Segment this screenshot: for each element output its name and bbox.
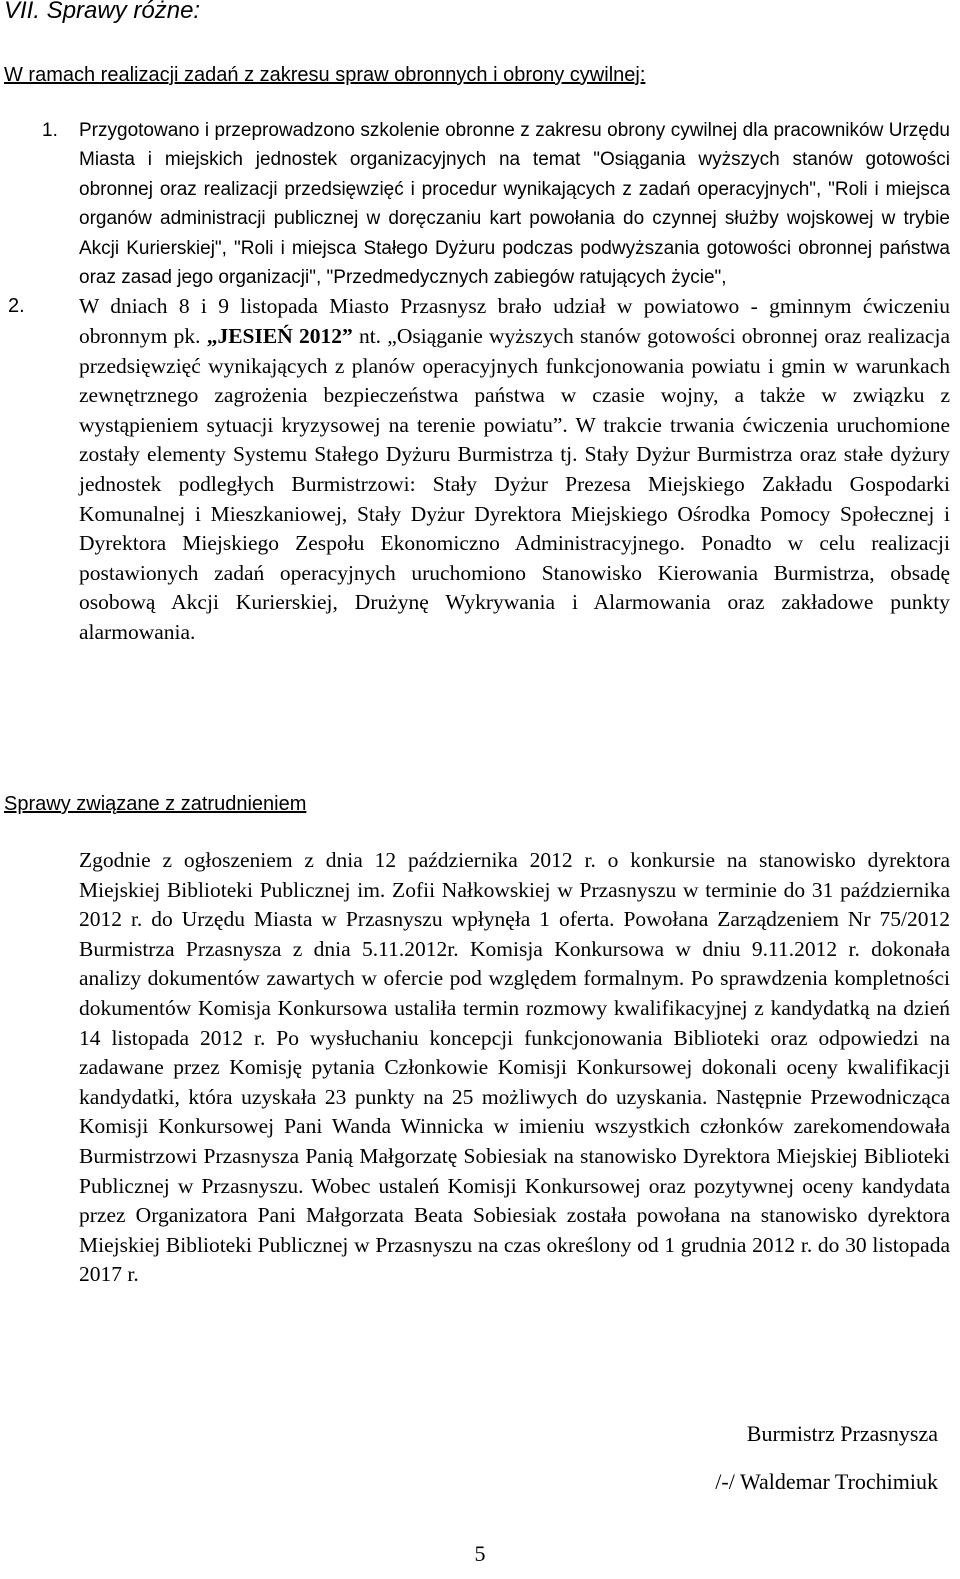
employment-paragraph: Zgodnie z ogłoszeniem z dnia 12 października 2012 r. o konkursie na stanowisko dyrektora Miejskiej Biblioteki Publicznej im. Zofii Nałkowskiej w Przasnyszu w terminie do 31 października 2012 r. do Urzędu Miasta w Przasnyszu wpłynęła 1 oferta. Powołana Zarządzeniem Nr 75/2012 Burmistrza Przasnysza z dnia 5.11.2012r. Komisja Konkursowa w dniu 9.11.2012 r. dokonała analizy dokumentów zawartych w ofercie pod względem formalnym. Po sprawdzenia kompletności dokumentów Komisja Konkursowa ustaliła termin rozmowy kwalifikacyjnej z kandydatką na dzień 14 listopada 2012 r. Po wysłuchaniu koncepcji funkcjonowania Biblioteki oraz odpowiedzi na zadawane przez Komisję pytania Członkowie Komisji Konkursowej dokonali oceny kwalifikacji kandydatki, która uzyskała 23 punkty na 25 możliwych do uzyskania. Następnie Przewodnicząca Komisji Konkursowej Pani Wanda Winnicka w imieniu wszystkich członków zarekomendowała Burmistrzowi Przasnysza Panią Małgorzatę Sobiesiak na stanowisko Dyrektora Miejskiej Biblioteki Publicznej w Przasnyszu. Wobec ustaleń Komisji Konkursowej oraz pozytywnej oceny kandydata przez Organizatora Pani Małgorzata Beata Sobiesiak została powołana na stanowisko dyrektora Miejskiej Biblioteki Publicznej w Przasnyszu na czas określony od 1 grudnia 2012 r. do 30 listopada 2017 r. bbox=[79, 848, 950, 1287]
defense-subheading: W ramach realizacji zadań z zakresu spraw obronnych i obrony cywilnej: bbox=[4, 64, 646, 86]
defense-task-list bbox=[0, 116, 952, 648]
list-item-number: 2. bbox=[8, 295, 25, 318]
list-item-text-before: W dniach 8 i 9 listopada Miasto Przasnysz brało udział w powiatowo - gminnym ćwiczeniu obronnym pk. bbox=[79, 294, 950, 349]
list-item-number: 1. bbox=[42, 120, 58, 141]
list-item bbox=[0, 292, 950, 647]
page-number: 5 bbox=[474, 1541, 486, 1566]
section-heading: VII. Sprawy różne: bbox=[4, 0, 201, 24]
list-item bbox=[0, 116, 950, 292]
signature-title: Burmistrz Przasnysza bbox=[746, 1421, 938, 1446]
exercise-name: „JESIEŃ 2012” bbox=[206, 324, 353, 349]
employment-heading: Sprawy związane z zatrudnieniem bbox=[4, 793, 307, 815]
list-item-text: Przygotowano i przeprowadzono szkolenie obronne z zakresu obrony cywilnej dla pracowników Urzędu Miasta i miejskich jednostek organizacyjnych na temat "Osiągania wyższych stanów gotowości obronnej oraz realizacji przedsięwzięć i procedur wynikających z zadań operacyjnych", "Roli i miejsca organów administracji publicznej w doręczaniu kart powołania do czynnej służby wojskowej w trybie Akcji Kurierskiej", "Roli i miejsca Stałego Dyżuru podczas podwyższania gotowości obronnej państwa oraz zasad jego organizacji", "Przedmedycznych zabiegów ratujących życie", bbox=[79, 120, 950, 289]
signature-name: /-/ Waldemar Trochimiuk bbox=[715, 1469, 938, 1494]
list-item-text-after: nt. „Osiąganie wyższych stanów gotowości obronnej oraz realizacja przedsięwzięć wynikających z planów operacyjnych funkcjonowania powiatu i gmin w warunkach zewnętrznego zagrożenia bezpieczeństwa państwa w czasie wojny, a także w związku z wystąpieniem sytuacji kryzysowej na terenie powiatu”. W trakcie trwania ćwiczenia uruchomione zostały elementy Systemu Stałego Dyżuru Burmistrza tj. Stały Dyżur Burmistrza oraz stałe dyżury jednostek podległych Burmistrzowi: Stały Dyżur Prezesa Miejskiego Zakładu Gospodarki Komunalnej i Mieszkaniowej, Stały Dyżur Dyrektora Miejskiego Ośrodka Pomocy Społecznej i Dyrektora Miejskiego Zespołu Ekonomiczno Administracyjnego. Ponadto w celu realizacji postawionych zadań operacyjnych uruchomiono Stanowisko Kierowania Burmistrza, obsadę osobową Akcji Kurierskiej, Drużynę Wykrywania i Alarmowania oraz zakładowe punkty alarmowania. bbox=[79, 324, 950, 644]
signature-block bbox=[715, 1420, 938, 1496]
